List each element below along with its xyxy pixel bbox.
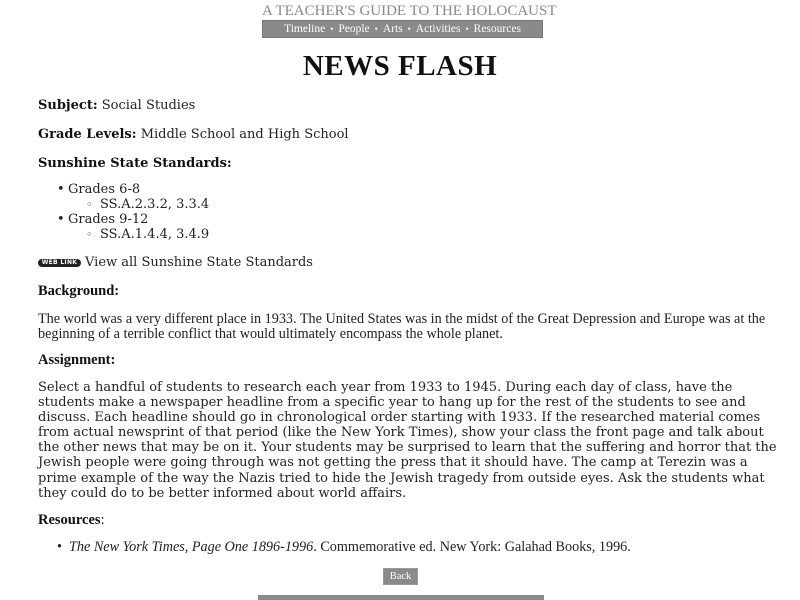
nav-separator: • <box>407 24 411 34</box>
nav-arts[interactable]: Arts <box>382 23 403 35</box>
standards-codes: ◦ SS.A.2.3.2, 3.3.4 <box>38 197 209 212</box>
subject-label: Subject: <box>38 98 98 113</box>
background-text: The world was a very different place in 1933. The United States was in the midst of the Great Depression and Europe was at the beginning of a terrible conflict that would ultimately encompass the whole planet. <box>38 311 766 342</box>
standards-label: Sunshine State Standards: <box>38 156 232 171</box>
subject-value: Social Studies <box>97 98 196 113</box>
standards-list <box>38 182 209 242</box>
assignment-text: Select a handful of students to research each year from 1933 to 1945. During each day of class, have the students make a newspaper headline from a specific year to hang up for the rest of the students to see and discuss. Each headline should go in chronological order starting with 1933. If the researched material comes from actual newsprint of that period (like the New York Times), show your class the front page and talk about the other news that may be on it. Your students may be surprised to learn that the suffering and horror that the Jewish people were going through was not getting the press that it should have. The camp at Terezin was a prime example of the way the Nazis tried to hide the Jewish tragedy from outside eyes. Ask the students what they could do to be better informed about world affairs. <box>38 380 777 501</box>
subject-line <box>38 98 195 113</box>
nav-resources[interactable]: Resources <box>473 23 521 35</box>
nav-separator: • <box>374 24 378 34</box>
site-title[interactable]: A TEACHER'S GUIDE TO THE HOLOCAUST <box>262 3 557 19</box>
nav-people[interactable]: People <box>338 23 370 35</box>
main-nav <box>262 20 543 38</box>
resources-heading-row <box>38 513 105 528</box>
site-banner <box>262 3 557 38</box>
weblink-row <box>38 255 313 270</box>
grade-levels-line <box>38 127 349 142</box>
nav-separator: • <box>465 24 469 34</box>
resource-item <box>38 540 631 555</box>
standards-grade: • Grades 6-8 <box>38 182 209 197</box>
grade-levels-label: Grade Levels: <box>38 127 137 142</box>
nav-activities[interactable]: Activities <box>415 23 461 35</box>
resources-colon: : <box>100 512 105 528</box>
page-title: NEWS FLASH <box>302 50 498 82</box>
nav-separator: • <box>330 24 334 34</box>
back-button[interactable]: Back <box>383 568 418 585</box>
resources-list <box>38 540 631 555</box>
nav-timeline[interactable]: Timeline <box>284 23 326 35</box>
grade-levels-value: Middle School and High School <box>136 127 349 142</box>
background-heading: Background: <box>38 283 120 299</box>
resource-title: The New York Times, Page One 1896-1996 <box>69 539 314 555</box>
web-link-icon: WEB LINK <box>38 259 81 267</box>
resources-heading: Resources <box>38 512 101 528</box>
assignment-heading: Assignment: <box>38 352 116 368</box>
standards-codes: ◦ SS.A.1.4.4, 3.4.9 <box>38 227 209 242</box>
view-standards-link[interactable]: View all Sunshine State Standards <box>85 255 313 270</box>
footer-nav-bar <box>258 595 544 600</box>
resource-details: . Commemorative ed. New York: Galahad Books, 1996. <box>313 539 631 555</box>
standards-grade: • Grades 9-12 <box>38 212 209 227</box>
